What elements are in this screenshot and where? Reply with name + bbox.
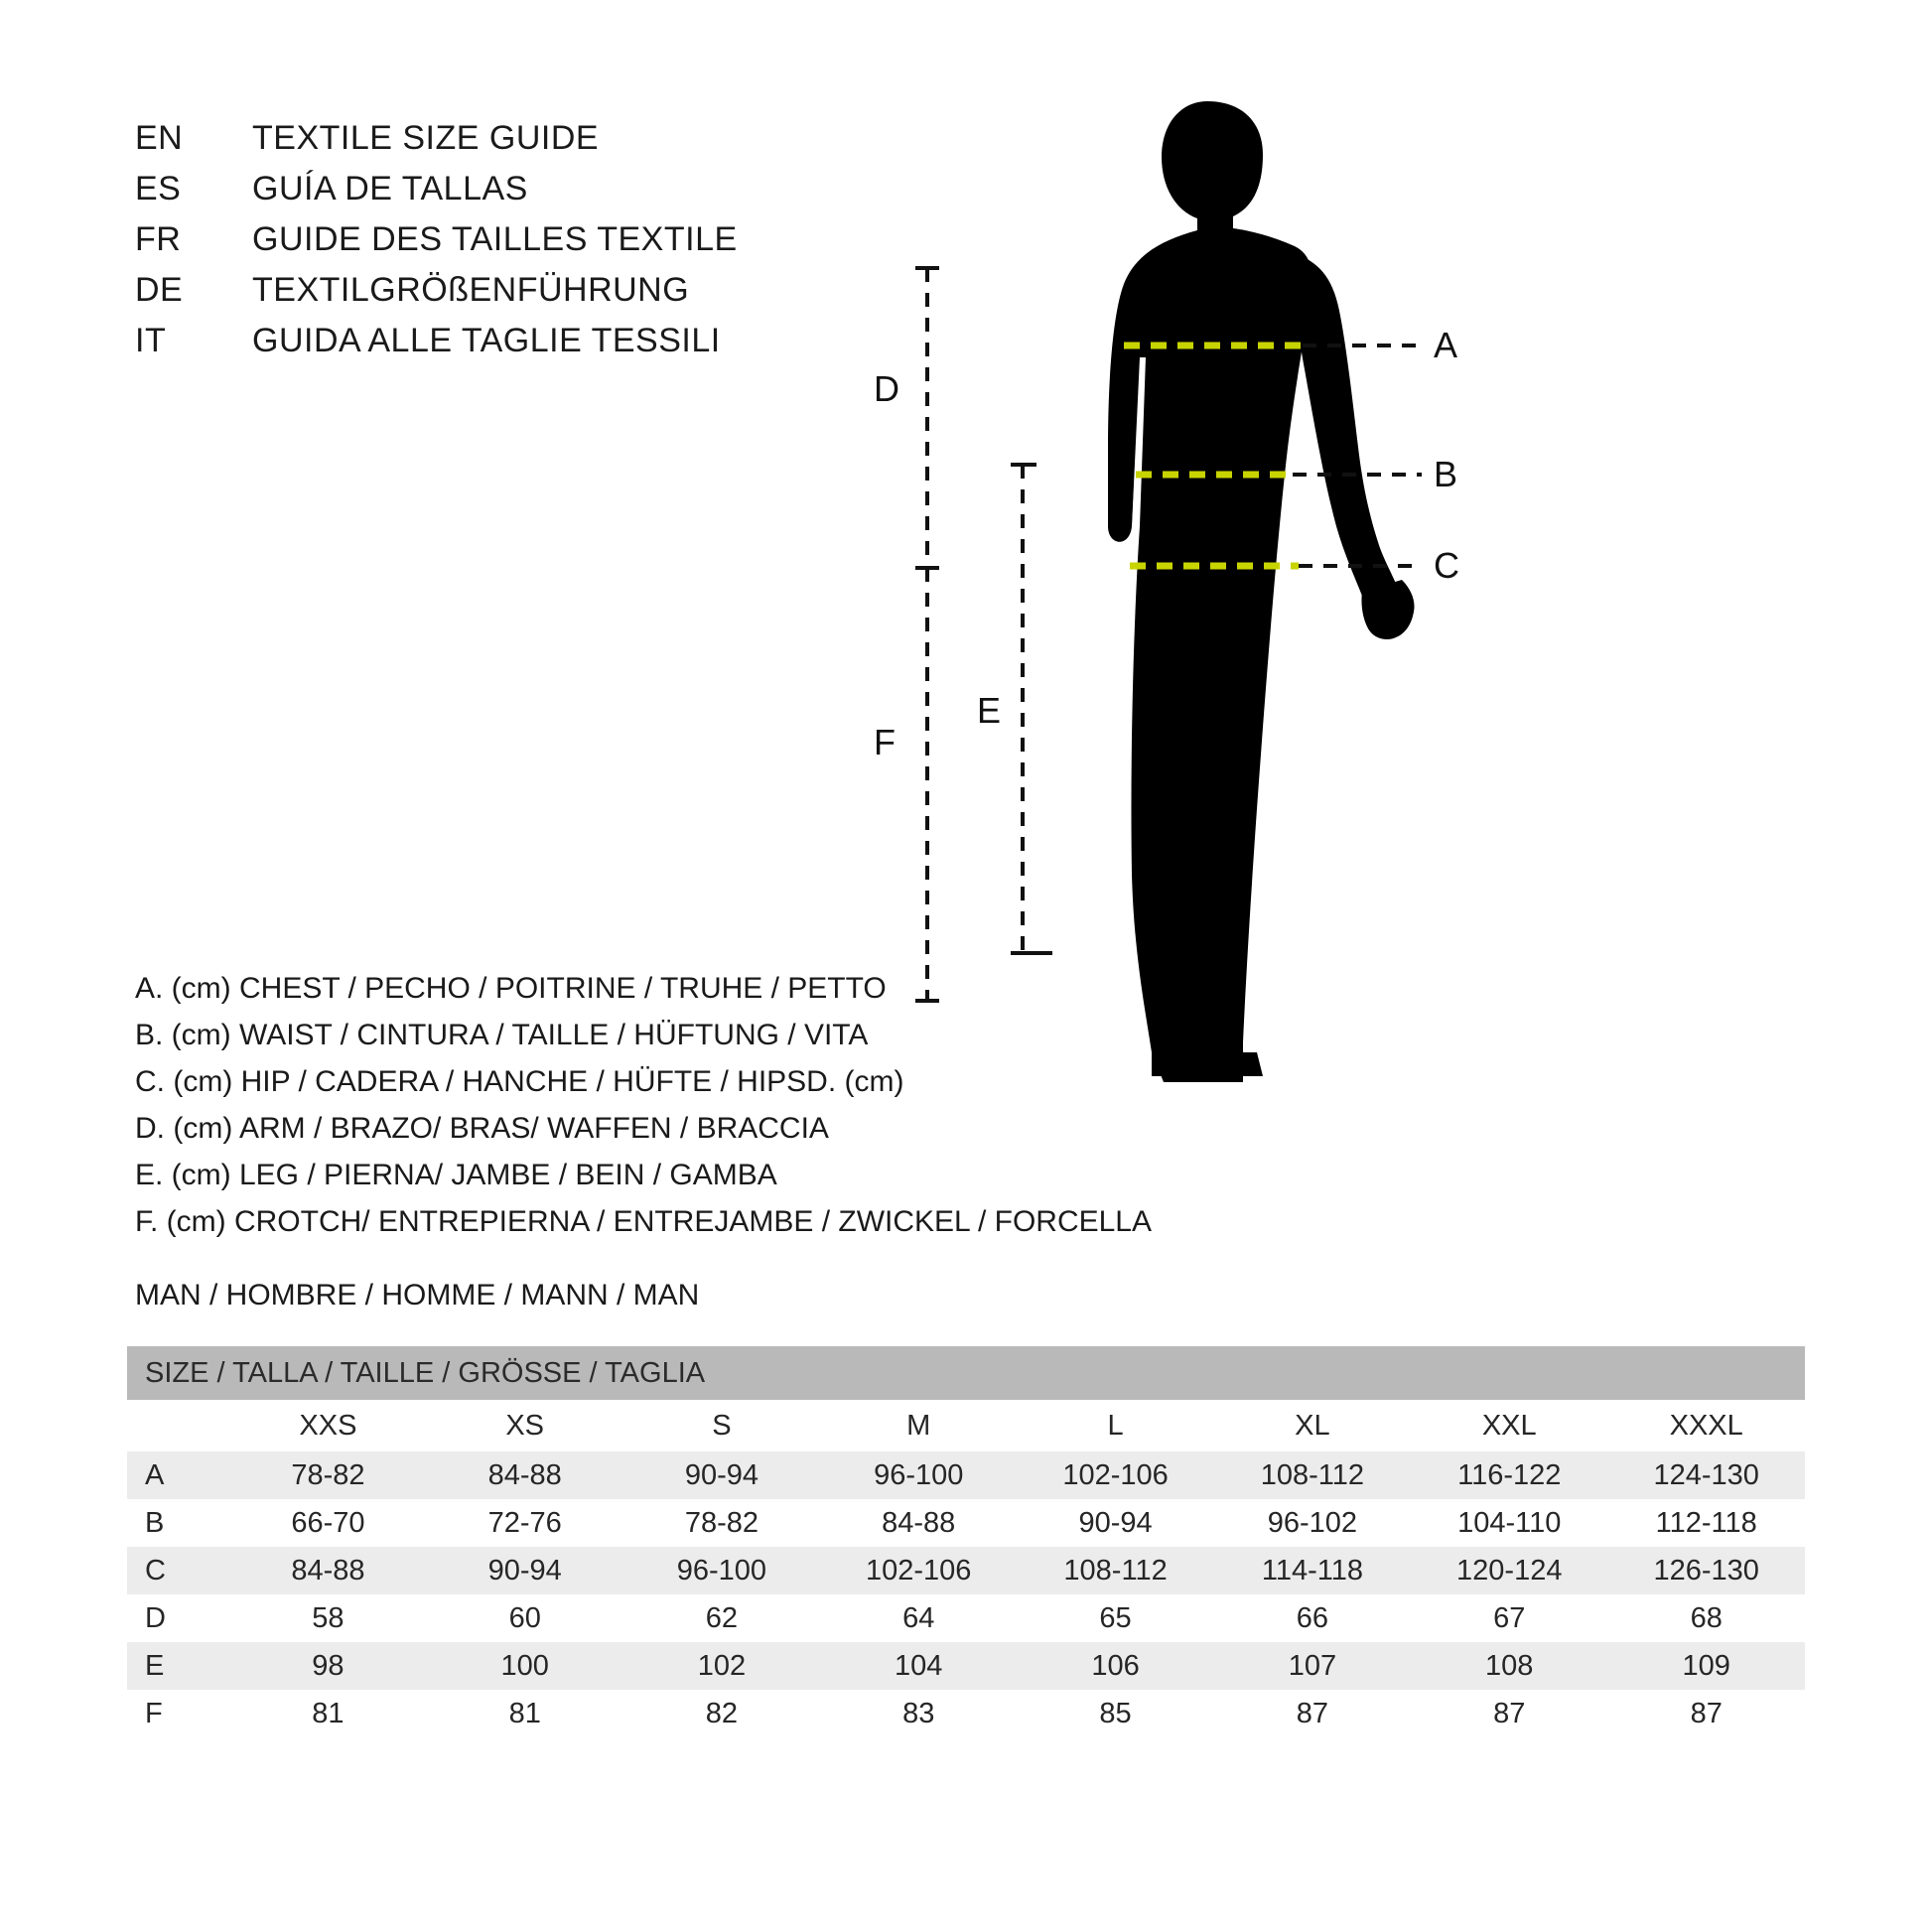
cell-e-xxs: 98 bbox=[229, 1642, 426, 1690]
table-row bbox=[127, 1499, 1805, 1547]
cell-c-xs: 90-94 bbox=[427, 1547, 623, 1594]
cell-a-m: 96-100 bbox=[820, 1451, 1017, 1499]
legend-line-f: F. (cm) CROTCH/ ENTREPIERNA / ENTREJAMBE / ZWICKEL / FORCELLA bbox=[135, 1205, 1152, 1238]
cell-e-xxxl: 109 bbox=[1607, 1642, 1805, 1690]
row-label-b: B bbox=[145, 1506, 165, 1539]
table-row bbox=[127, 1451, 1805, 1499]
cell-a-xs: 84-88 bbox=[427, 1451, 623, 1499]
cell-b-xl: 96-102 bbox=[1267, 1506, 1358, 1539]
cell-f-xxxl: 87 bbox=[1690, 1697, 1723, 1729]
legend-line-b: B. (cm) WAIST / CINTURA / TAILLE / HÜFTUNG / VITA bbox=[135, 1019, 869, 1051]
language-text-it: GUIDA ALLE TAGLIE TESSILI bbox=[252, 322, 721, 359]
cell-f-m: 83 bbox=[902, 1697, 935, 1729]
cell-e-xxl: 108 bbox=[1411, 1642, 1607, 1690]
cell-c-xxs: 84-88 bbox=[229, 1547, 426, 1594]
row-label-e: E bbox=[127, 1642, 229, 1690]
cell-c-s: 96-100 bbox=[623, 1547, 820, 1594]
label-c: C bbox=[1434, 545, 1459, 586]
cell-b-xxxl: 112-118 bbox=[1655, 1506, 1757, 1539]
cell-e-xs: 100 bbox=[427, 1642, 623, 1690]
language-row-de bbox=[135, 271, 949, 322]
cell-c-m: 102-106 bbox=[820, 1547, 1017, 1594]
cell-f-xl: 87 bbox=[1296, 1697, 1329, 1729]
cell-d-s: 62 bbox=[705, 1601, 739, 1634]
table-row bbox=[127, 1690, 1805, 1737]
cell-a-xxl: 116-122 bbox=[1411, 1451, 1607, 1499]
male-silhouette-icon bbox=[1108, 101, 1415, 1082]
label-e: E bbox=[977, 690, 1002, 731]
cell-d-xl: 66 bbox=[1296, 1601, 1329, 1634]
table-row bbox=[127, 1547, 1805, 1594]
cell-d-xxxl: 68 bbox=[1690, 1601, 1723, 1634]
cell-c-xxl: 120-124 bbox=[1411, 1547, 1607, 1594]
cell-c-xl: 114-118 bbox=[1214, 1547, 1411, 1594]
row-label-a: A bbox=[127, 1451, 229, 1499]
header-size-xxs: XXS bbox=[229, 1400, 426, 1451]
cell-c-xxxl: 126-130 bbox=[1607, 1547, 1805, 1594]
cell-b-xs: 72-76 bbox=[487, 1506, 562, 1539]
table-title-row bbox=[127, 1346, 1805, 1400]
cell-b-l: 90-94 bbox=[1078, 1506, 1153, 1539]
cell-b-xxs: 66-70 bbox=[291, 1506, 365, 1539]
cell-f-xxl: 87 bbox=[1493, 1697, 1526, 1729]
label-a: A bbox=[1434, 325, 1458, 365]
header-size-l: L bbox=[1017, 1400, 1213, 1451]
language-row-en bbox=[135, 119, 949, 170]
cell-d-xxl: 67 bbox=[1493, 1601, 1526, 1634]
language-header bbox=[135, 119, 949, 372]
cell-b-m: 84-88 bbox=[882, 1506, 956, 1539]
language-row-fr bbox=[135, 220, 949, 271]
legend-line-d: D. (cm) ARM / BRAZO/ BRAS/ WAFFEN / BRACCIA bbox=[135, 1112, 829, 1145]
language-row-es bbox=[135, 170, 949, 220]
language-code-en: EN bbox=[135, 119, 184, 157]
cell-e-l: 106 bbox=[1017, 1642, 1213, 1690]
language-code-es: ES bbox=[135, 170, 182, 207]
language-code-de: DE bbox=[135, 271, 184, 309]
language-row-it bbox=[135, 322, 949, 372]
legend-line-a: A. (cm) CHEST / PECHO / POITRINE / TRUHE / PETTO bbox=[135, 972, 887, 1005]
cell-f-s: 82 bbox=[705, 1697, 739, 1729]
header-corner bbox=[127, 1400, 229, 1451]
legend-line-c: C. (cm) HIP / CADERA / HANCHE / HÜFTE / HIPSD. (cm) bbox=[135, 1065, 904, 1098]
table-title: SIZE / TALLA / TAILLE / GRÖSSE / TAGLIA bbox=[127, 1346, 1805, 1400]
language-text-fr: GUIDE DES TAILLES TEXTILE bbox=[252, 220, 738, 258]
table-header-row bbox=[127, 1400, 1805, 1451]
cell-d-l: 65 bbox=[1099, 1601, 1132, 1634]
cell-b-s: 78-82 bbox=[684, 1506, 759, 1539]
header-size-xs: XS bbox=[427, 1400, 623, 1451]
table-row bbox=[127, 1594, 1805, 1642]
cell-d-m: 64 bbox=[902, 1601, 935, 1634]
language-code-it: IT bbox=[135, 322, 167, 359]
header-size-xxl: XXL bbox=[1411, 1400, 1607, 1451]
measurement-legend bbox=[135, 965, 1187, 1245]
label-d: D bbox=[874, 368, 899, 409]
cell-f-l: 85 bbox=[1099, 1697, 1132, 1729]
cell-b-xxl: 104-110 bbox=[1457, 1506, 1562, 1539]
row-label-c: C bbox=[127, 1547, 229, 1594]
cell-f-xxs: 81 bbox=[312, 1697, 345, 1729]
language-text-en: TEXTILE SIZE GUIDE bbox=[252, 119, 600, 157]
header-size-xl: XL bbox=[1214, 1400, 1411, 1451]
header-size-xxxl: XXXL bbox=[1607, 1400, 1805, 1451]
label-b: B bbox=[1434, 454, 1458, 494]
row-label-f: F bbox=[145, 1697, 163, 1729]
cell-a-xxs: 78-82 bbox=[229, 1451, 426, 1499]
size-table bbox=[127, 1346, 1805, 1737]
cell-a-xl: 108-112 bbox=[1214, 1451, 1411, 1499]
cell-a-l: 102-106 bbox=[1017, 1451, 1213, 1499]
language-code-fr: FR bbox=[135, 220, 182, 258]
cell-e-m: 104 bbox=[820, 1642, 1017, 1690]
table-row bbox=[127, 1642, 1805, 1690]
header-size-m: M bbox=[820, 1400, 1017, 1451]
cell-d-xs: 60 bbox=[508, 1601, 541, 1634]
cell-c-l: 108-112 bbox=[1017, 1547, 1213, 1594]
cell-e-xl: 107 bbox=[1214, 1642, 1411, 1690]
cell-f-xs: 81 bbox=[508, 1697, 541, 1729]
cell-a-xxxl: 124-130 bbox=[1607, 1451, 1805, 1499]
language-text-es: GUÍA DE TALLAS bbox=[252, 170, 528, 207]
cell-e-s: 102 bbox=[623, 1642, 820, 1690]
gender-label: MAN / HOMBRE / HOMME / MANN / MAN bbox=[135, 1279, 700, 1311]
legend-line-e: E. (cm) LEG / PIERNA/ JAMBE / BEIN / GAMBA bbox=[135, 1159, 777, 1191]
cell-d-xxs: 58 bbox=[312, 1601, 345, 1634]
row-label-d: D bbox=[145, 1601, 166, 1634]
language-text-de: TEXTILGRÖßENFÜHRUNG bbox=[252, 271, 690, 309]
cell-a-s: 90-94 bbox=[623, 1451, 820, 1499]
label-f: F bbox=[874, 722, 896, 762]
header-size-s: S bbox=[623, 1400, 820, 1451]
